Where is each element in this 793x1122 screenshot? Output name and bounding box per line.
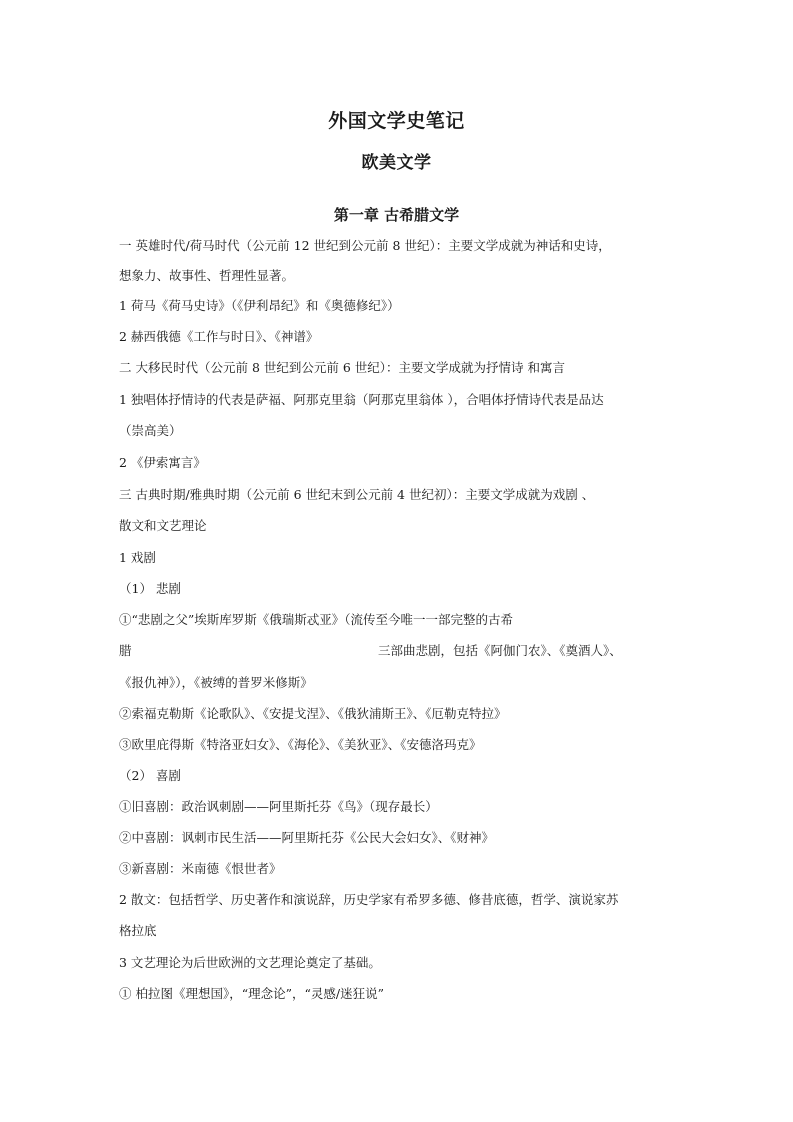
text-line: ①“悲剧之父”埃斯库罗斯《俄瑞斯忒亚》（流传至今唯一一部完整的古希	[119, 612, 514, 627]
text-line: 3 文艺理论为后世欧洲的文艺理论奠定了基础。	[119, 955, 381, 970]
text-line: 1 独唱体抒情诗的代表是萨福、阿那克里翁（阿那克里翁体 ），合唱体抒情诗代表是品达	[119, 392, 604, 407]
text-line: ②索福克勒斯《论歌队》、《安提戈涅》、《俄狄浦斯王》、《厄勒克特拉》	[119, 706, 507, 721]
text-line: 一 英雄时代/荷马时代（公元前 12 世纪到公元前 8 世纪）：主要文学成就为神话和史诗，	[119, 238, 611, 253]
text-line: ① 柏拉图《理想国》，“理念论”，“灵感/迷狂说”	[119, 986, 384, 1001]
document-subtitle: 欧美文学	[361, 153, 432, 173]
text-line: 2 赫西俄德《工作与时日》、《神谱》	[119, 329, 319, 344]
text-line: 《报仇神》），《被缚的普罗米修斯》	[119, 675, 313, 690]
text-line: ②中喜剧：讽刺市民生活——阿里斯托芬《公民大会妇女》、《财神》	[119, 830, 495, 845]
text-line: 二 大移民时代（公元前 8 世纪到公元前 6 世纪）：主要文学成就为抒情诗 和寓言	[119, 360, 565, 375]
text-line: 2 《伊索寓言》	[119, 455, 206, 470]
document-title: 外国文学史笔记	[328, 110, 465, 132]
text-line: （崇高美）	[119, 423, 182, 438]
text-line: （1） 悲剧	[119, 581, 181, 596]
chapter-heading: 第一章 古希腊文学	[333, 206, 460, 224]
text-line: 1 荷马《荷马史诗》（《伊利昂纪》和《奥德修纪》）	[119, 298, 400, 313]
text-line: ①旧喜剧：政治讽刺剧——阿里斯托芬《鸟》（现存最长）	[119, 799, 438, 814]
text-line: 腊	[119, 643, 132, 658]
text-line: 想象力、故事性、哲理性显著。	[119, 268, 295, 283]
text-line: 格拉底	[119, 923, 157, 938]
text-line: ③新喜剧：米南德《恨世者》	[119, 861, 282, 876]
text-line: （2） 喜剧	[119, 768, 181, 783]
text-line: 1 戏剧	[119, 550, 156, 565]
text-line-continuation: 三部曲悲剧，包括《阿伽门农》、《奠酒人》、	[378, 643, 622, 658]
text-line: 三 古典时期/雅典时期（公元前 6 世纪末到公元前 4 世纪初）：主要文学成就为戏剧 、	[119, 487, 595, 502]
text-line: 散文和文艺理论	[119, 518, 207, 533]
text-line: 2 散文：包括哲学、历史著作和演说辞，历史学家有希罗多德、修昔底德，哲学、演说家苏	[119, 892, 619, 907]
text-line: ③欧里庇得斯《特洛亚妇女》、《海伦》、《美狄亚》、《安德洛玛克》	[119, 737, 482, 752]
